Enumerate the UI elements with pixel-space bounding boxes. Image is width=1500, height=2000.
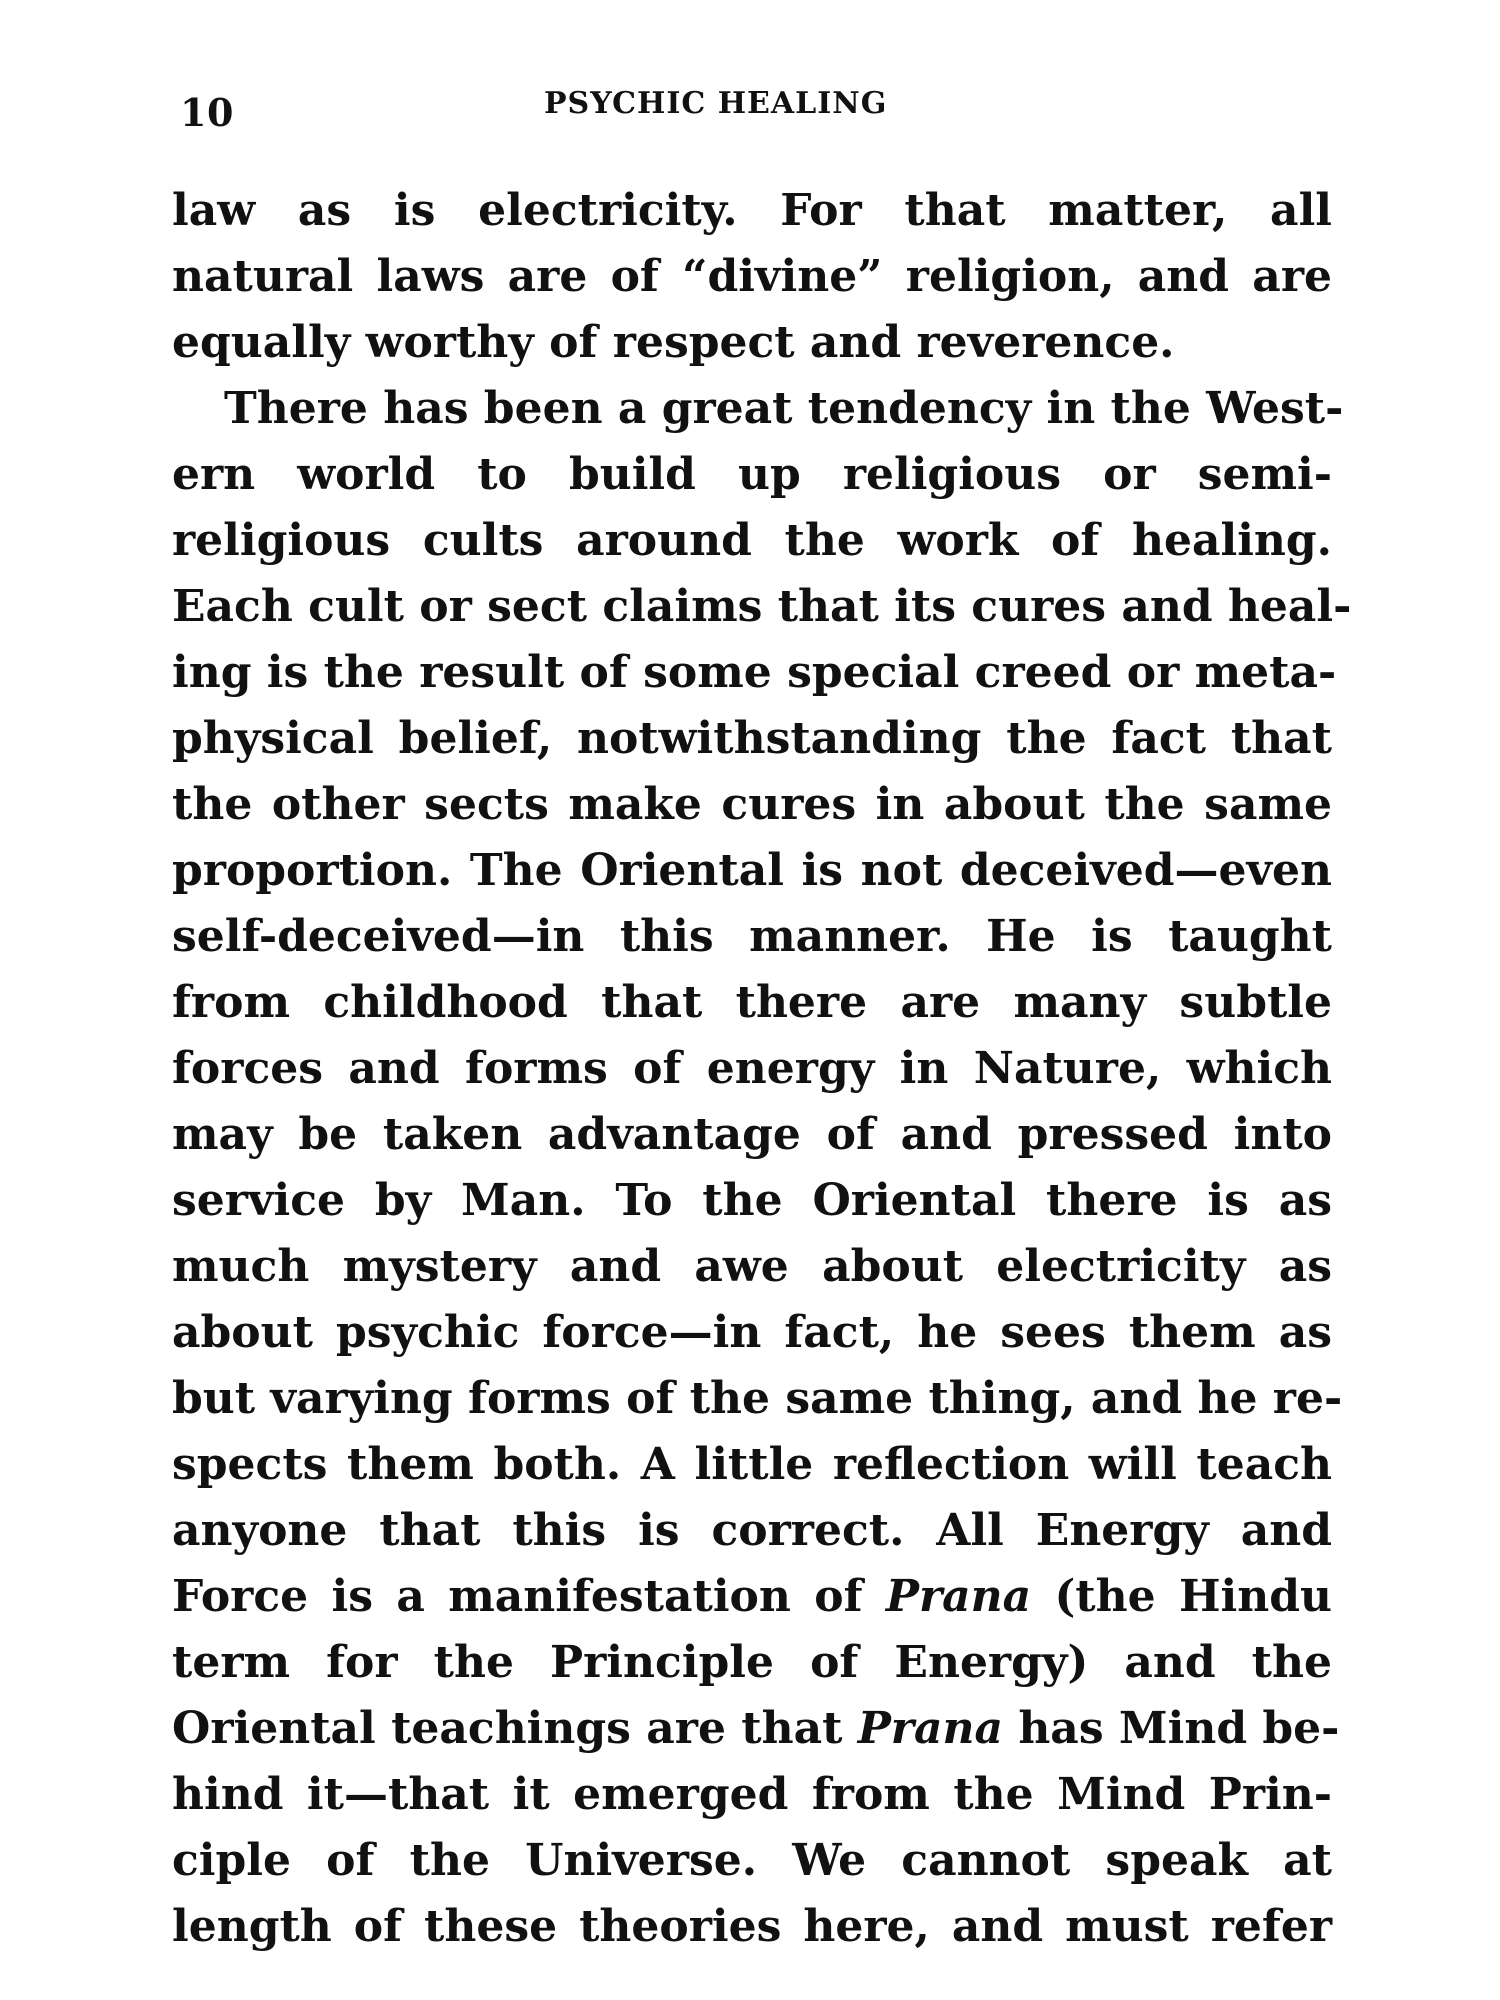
text-line: hind it—that it emerged from the Mind Prin- (172, 1769, 1332, 1820)
text-line: spects them both. A little reflection will teach (172, 1439, 1332, 1490)
text-line: There has been a great tendency in the West- (224, 383, 1344, 434)
text-line: from childhood that there are many subtle (172, 977, 1332, 1028)
text-line (172, 1696, 1340, 1762)
text-line: religious cults around the work of healing. (172, 515, 1332, 566)
book-page (172, 78, 1352, 1960)
text-line: about psychic force—in fact, he sees them as (172, 1307, 1332, 1358)
text-line: service by Man. To the Oriental there is as (172, 1175, 1332, 1226)
text-line: forces and forms of energy in Nature, which (172, 1043, 1332, 1094)
text-segment: (the Hindu (1031, 1571, 1333, 1622)
text-line (172, 1564, 1332, 1630)
text-line: may be taken advantage of and pressed into (172, 1109, 1332, 1160)
text-line: physical belief, notwithstanding the fact that (172, 713, 1332, 764)
text-segment: Force is a manifestation of (172, 1571, 886, 1622)
text-line: Each cult or sect claims that its cures and heal- (172, 581, 1352, 632)
text-line: term for the Principle of Energy) and the (172, 1637, 1332, 1688)
italic-term-prana: Prana (885, 1571, 1032, 1622)
text-line: ern world to build up religious or semi- (172, 449, 1332, 500)
text-segment: has Mind be- (1003, 1703, 1340, 1754)
text-line: self-deceived—in this manner. He is taught (172, 911, 1332, 962)
text-line: much mystery and awe about electricity as (172, 1241, 1332, 1292)
text-line: the other sects make cures in about the same (172, 779, 1332, 830)
italic-term-prana: Prana (857, 1703, 1003, 1754)
text-line: equally worthy of respect and reverence. (172, 317, 1175, 368)
page-number: 10 (180, 90, 234, 135)
text-line: ciple of the Universe. We cannot speak at (172, 1835, 1332, 1886)
text-line: ing is the result of some special creed or meta- (172, 647, 1337, 698)
text-segment: Oriental teachings are that (172, 1703, 858, 1754)
text-line: natural laws are of “divine” religion, and are (172, 251, 1332, 302)
text-line: but varying forms of the same thing, and he re- (172, 1373, 1343, 1424)
running-title: PSYCHIC HEALING (544, 86, 888, 121)
text-line: anyone that this is correct. All Energy and (172, 1505, 1332, 1556)
text-line: proportion. The Oriental is not deceived—even (172, 845, 1332, 896)
text-line: law as is electricity. For that matter, all (172, 185, 1332, 236)
body-text (172, 178, 1352, 1960)
running-head (172, 78, 1332, 138)
text-line: length of these theories here, and must refer (172, 1901, 1332, 1952)
